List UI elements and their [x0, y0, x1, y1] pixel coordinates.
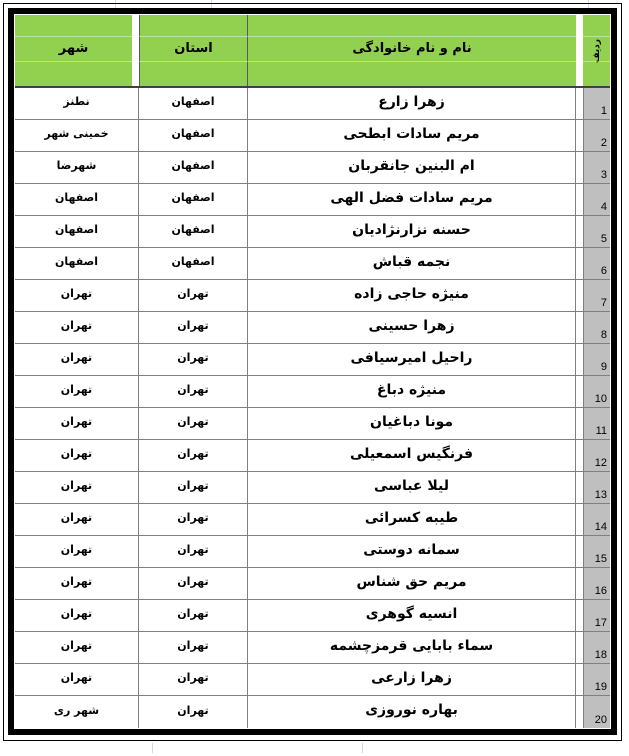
cell-spacer — [576, 184, 583, 215]
cell-name: حسنه نزارنژادیان — [248, 216, 576, 247]
cell-spacer — [576, 248, 583, 279]
table-row — [15, 120, 610, 152]
header-cell-name — [248, 15, 576, 86]
cell-spacer — [576, 120, 583, 151]
header-row-number-label: ردیف — [591, 38, 602, 63]
table-outer-frame — [3, 3, 622, 741]
cell-row-number: 20 — [583, 696, 610, 728]
cell-province: تهران — [139, 632, 248, 663]
cell-province: تهران — [139, 536, 248, 567]
cell-spacer — [576, 152, 583, 183]
table-row — [15, 344, 610, 376]
cell-name: فرنگیس اسمعیلی — [248, 440, 576, 471]
cell-name: مریم سادات فضل الهی — [248, 184, 576, 215]
cell-name: لیلا عباسی — [248, 472, 576, 503]
header-cell-row-number — [583, 15, 610, 86]
cell-city: تهران — [15, 632, 139, 663]
cell-province: اصفهان — [139, 152, 248, 183]
cell-name: نجمه قباش — [248, 248, 576, 279]
table-row — [15, 568, 610, 600]
cell-city: اصفهان — [15, 216, 139, 247]
table-row — [15, 536, 610, 568]
cell-city: تهران — [15, 408, 139, 439]
cell-name: منیژه حاجی زاده — [248, 280, 576, 311]
cell-province: تهران — [139, 600, 248, 631]
cell-spacer — [576, 376, 583, 407]
sheet-gridline-tick — [152, 743, 153, 753]
cell-name: سماء بابایی قرمزچشمه — [248, 632, 576, 663]
table-body — [15, 88, 610, 728]
header-city-label: شهر — [58, 41, 89, 56]
cell-row-number: 2 — [583, 120, 610, 151]
cell-row-number: 6 — [583, 248, 610, 279]
cell-spacer — [576, 632, 583, 663]
cell-name: مونا دباغیان — [248, 408, 576, 439]
cell-spacer — [576, 312, 583, 343]
cell-name: انسیه گوهری — [248, 600, 576, 631]
cell-row-number: 14 — [583, 504, 610, 535]
cell-spacer — [576, 344, 583, 375]
cell-province: تهران — [139, 376, 248, 407]
cell-name: زهرا حسینی — [248, 312, 576, 343]
cell-province: اصفهان — [139, 120, 248, 151]
cell-city: تهران — [15, 280, 139, 311]
cell-province: اصفهان — [139, 248, 248, 279]
cell-spacer — [576, 600, 583, 631]
cell-row-number: 12 — [583, 440, 610, 471]
cell-spacer — [576, 472, 583, 503]
table-thick-frame — [8, 8, 617, 735]
cell-city: شهر ری — [15, 696, 139, 728]
cell-spacer — [576, 280, 583, 311]
cell-row-number: 9 — [583, 344, 610, 375]
cell-spacer — [576, 88, 583, 119]
header-spacer-left — [132, 15, 139, 86]
cell-name: ام البنین جانقربان — [248, 152, 576, 183]
header-cell-city — [15, 15, 132, 86]
cell-row-number: 17 — [583, 600, 610, 631]
header-spacer-right — [576, 15, 583, 86]
cell-city: نطنز — [15, 88, 139, 119]
table-row — [15, 312, 610, 344]
cell-city: تهران — [15, 472, 139, 503]
cell-province: تهران — [139, 440, 248, 471]
cell-province: اصفهان — [139, 88, 248, 119]
cell-row-number: 18 — [583, 632, 610, 663]
cell-name: سمانه دوستی — [248, 536, 576, 567]
header-name-label: نام و نام خانوادگی — [352, 41, 472, 56]
table-row — [15, 184, 610, 216]
cell-city: تهران — [15, 568, 139, 599]
cell-row-number: 15 — [583, 536, 610, 567]
cell-city: شهرضا — [15, 152, 139, 183]
cell-city: تهران — [15, 344, 139, 375]
cell-row-number: 10 — [583, 376, 610, 407]
members-table — [15, 15, 610, 728]
cell-spacer — [576, 504, 583, 535]
cell-row-number: 1 — [583, 88, 610, 119]
cell-name: مریم سادات ابطحی — [248, 120, 576, 151]
cell-name: زهرا زارعی — [248, 664, 576, 695]
cell-city: خمینی شهر — [15, 120, 139, 151]
cell-name: طیبه کسرائی — [248, 504, 576, 535]
cell-city: تهران — [15, 600, 139, 631]
table-row — [15, 408, 610, 440]
cell-name: مریم حق شناس — [248, 568, 576, 599]
cell-row-number: 16 — [583, 568, 610, 599]
cell-spacer — [576, 440, 583, 471]
cell-row-number: 11 — [583, 408, 610, 439]
header-province-label: استان — [174, 41, 213, 56]
cell-province: تهران — [139, 664, 248, 695]
cell-province: تهران — [139, 568, 248, 599]
table-row — [15, 440, 610, 472]
cell-province: اصفهان — [139, 216, 248, 247]
header-cell-province — [139, 15, 248, 86]
table-row — [15, 600, 610, 632]
cell-spacer — [576, 568, 583, 599]
cell-city: اصفهان — [15, 248, 139, 279]
cell-spacer — [576, 408, 583, 439]
cell-province: تهران — [139, 504, 248, 535]
cell-city: اصفهان — [15, 184, 139, 215]
table-header-row — [15, 15, 610, 88]
cell-province: تهران — [139, 408, 248, 439]
cell-name: زهرا زارع — [248, 88, 576, 119]
table-row — [15, 632, 610, 664]
cell-row-number: 3 — [583, 152, 610, 183]
sheet-gridline-tick — [362, 743, 363, 753]
cell-province: تهران — [139, 472, 248, 503]
cell-city: تهران — [15, 440, 139, 471]
table-row — [15, 504, 610, 536]
cell-row-number: 7 — [583, 280, 610, 311]
cell-row-number: 4 — [583, 184, 610, 215]
table-row — [15, 280, 610, 312]
table-row — [15, 216, 610, 248]
table-row — [15, 376, 610, 408]
cell-province: تهران — [139, 696, 248, 728]
cell-city: تهران — [15, 376, 139, 407]
cell-spacer — [576, 696, 583, 728]
cell-city: تهران — [15, 536, 139, 567]
table-row — [15, 88, 610, 120]
cell-province: تهران — [139, 280, 248, 311]
cell-spacer — [576, 216, 583, 247]
table-row — [15, 152, 610, 184]
cell-province: تهران — [139, 312, 248, 343]
cell-spacer — [576, 664, 583, 695]
table-row — [15, 472, 610, 504]
cell-name: منیژه دباغ — [248, 376, 576, 407]
cell-row-number: 5 — [583, 216, 610, 247]
cell-row-number: 19 — [583, 664, 610, 695]
cell-name: بهاره نوروزی — [248, 696, 576, 728]
cell-row-number: 13 — [583, 472, 610, 503]
cell-province: تهران — [139, 344, 248, 375]
cell-city: تهران — [15, 664, 139, 695]
cell-row-number: 8 — [583, 312, 610, 343]
cell-name: راحیل امیرسیافی — [248, 344, 576, 375]
cell-province: اصفهان — [139, 184, 248, 215]
cell-city: تهران — [15, 312, 139, 343]
table-row — [15, 696, 610, 728]
cell-city: تهران — [15, 504, 139, 535]
table-row — [15, 248, 610, 280]
table-row — [15, 664, 610, 696]
cell-spacer — [576, 536, 583, 567]
